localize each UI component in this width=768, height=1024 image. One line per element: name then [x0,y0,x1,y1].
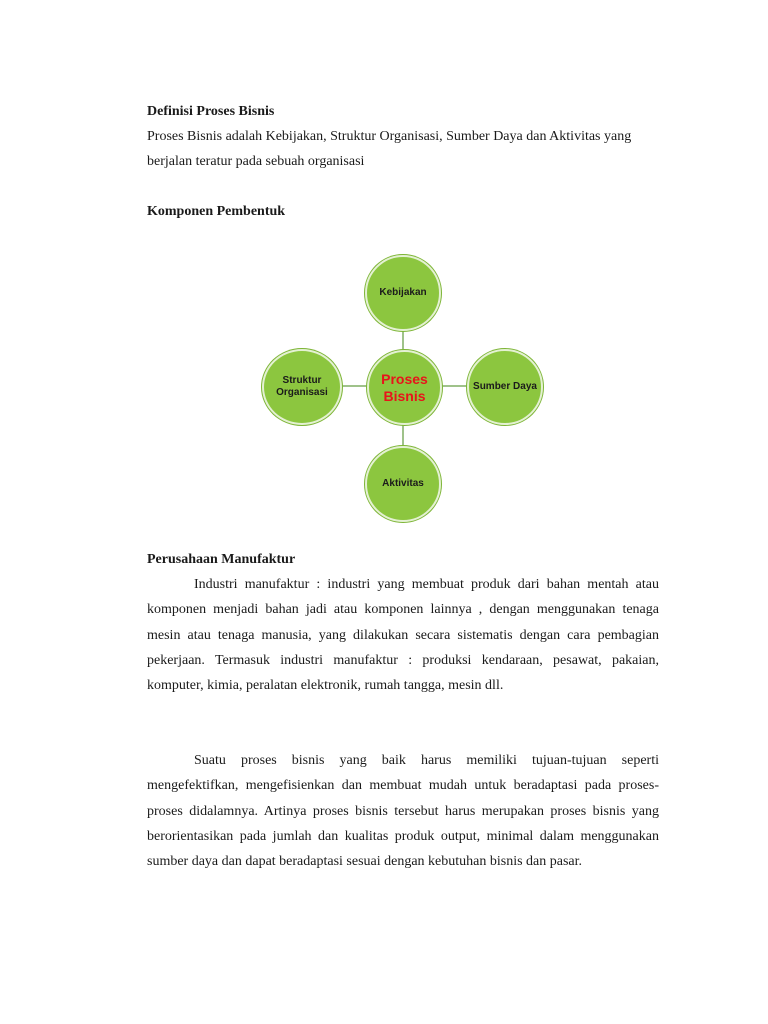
node-aktivitas: Aktivitas [365,446,441,522]
node-struktur-organisasi: Struktur Organisasi [262,349,342,425]
node-sumber-daya: Sumber Daya [467,349,543,425]
manufacturing-heading: Perusahaan Manufaktur [147,552,296,567]
node-proses-bisnis: Proses Bisnis [367,350,442,425]
connector-left [339,385,368,387]
connector-right [438,385,467,387]
definition-heading: Definisi Proses Bisnis [147,104,275,119]
components-heading: Komponen Pembentuk [147,204,286,219]
node-kebijakan: Kebijakan [365,255,441,331]
connector-bottom [402,423,404,447]
manufacturing-paragraph-1: Industri manufaktur : industri yang membuat produk dari bahan mentah atau komponen menjadi bahan jadi atau komponen lainnya , dengan menggunakan tenaga mesin atau tenaga manusia, yang dilakukan secara sistematis dengan cara pembagian pekerjaan. Termasuk industri manufaktur : produksi kendaraan, pesawat, pakaian, komputer, kimia, peralatan elektronik, rumah tangga, mesin dll. [147,577,659,694]
manufacturing-paragraph-2: Suatu proses bisnis yang baik harus memiliki tujuan-tujuan seperti mengefektifkan, mengefisienkan dan membuat mudah untuk beradaptasi pada proses-proses didalamnya. Artinya proses bisnis tersebut harus merupakan proses bisnis yang berorientasikan pada jumlah dan kualitas produk output, minimal dalam menggunakan sumber daya dan dapat beradaptasi sesuai dengan kebutuhan bisnis dan pasar. [147,753,659,870]
definition-text: Proses Bisnis adalah Kebijakan, Struktur Organisasi, Sumber Daya dan Aktivitas yang berjalan teratur pada sebuah organisasi [147,129,632,170]
